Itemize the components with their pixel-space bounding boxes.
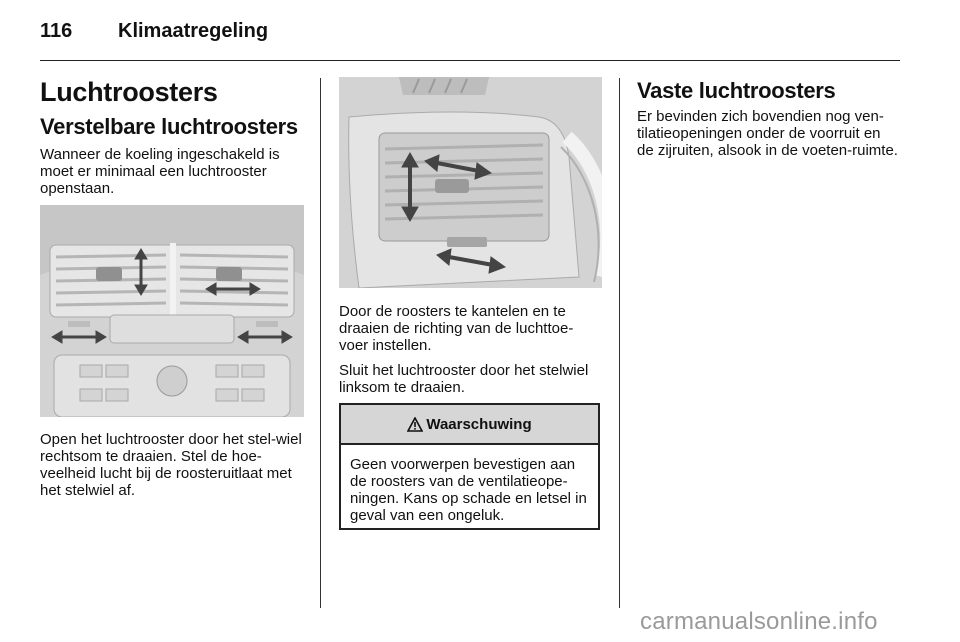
tilt-rotate-paragraph: Door de roosters te kantelen en te draaien de richting van de luchttoe-voer instellen. bbox=[339, 303, 574, 354]
open-vent-paragraph: Open het luchtrooster door het stel-wiel rechtsom te draaien. Stel de hoe-veelheid lucht bij de roosteruitlaat met het stelwiel af. bbox=[40, 431, 302, 499]
watermark: carmanualsonline.info bbox=[640, 608, 878, 635]
chapter-title: Klimaatregeling bbox=[118, 20, 269, 42]
warning-triangle-icon bbox=[407, 417, 423, 432]
subsection-title-fixed: Vaste luchtroosters bbox=[637, 78, 836, 103]
center-dashboard-vents-illustration bbox=[40, 205, 304, 417]
intro-paragraph: Wanneer de koeling ingeschakeld is moet er minimaal een luchtrooster openstaan. bbox=[40, 146, 280, 197]
column-divider-1 bbox=[320, 78, 321, 608]
column-1 bbox=[40, 70, 304, 499]
column-2 bbox=[339, 77, 602, 396]
section-title: Luchtroosters bbox=[40, 77, 218, 107]
subsection-title-adjustable: Verstelbare luchtroosters bbox=[40, 114, 298, 139]
page-header bbox=[40, 16, 900, 60]
warning-title: Waarschuwing bbox=[426, 415, 532, 433]
warning-box bbox=[339, 403, 600, 530]
warning-header bbox=[341, 405, 598, 445]
page-number: 116 bbox=[40, 20, 73, 42]
column-3 bbox=[637, 70, 901, 159]
fixed-vents-paragraph: Er bevinden zich bovendien nog ven-tilatieopeningen onder de voorruit en de zijruiten, alsook in de voeten-ruimte. bbox=[637, 108, 898, 159]
side-vent-illustration bbox=[339, 77, 602, 288]
close-vent-paragraph: Sluit het luchtrooster door het stelwiel linksom te draaien. bbox=[339, 362, 589, 396]
header-rule bbox=[40, 60, 900, 61]
warning-text: Geen voorwerpen bevestigen aan de roosters van de ventilatieope-ningen. Kans op schade en letsel in geval van een ongeluk. bbox=[350, 456, 587, 524]
column-divider-2 bbox=[619, 78, 620, 608]
